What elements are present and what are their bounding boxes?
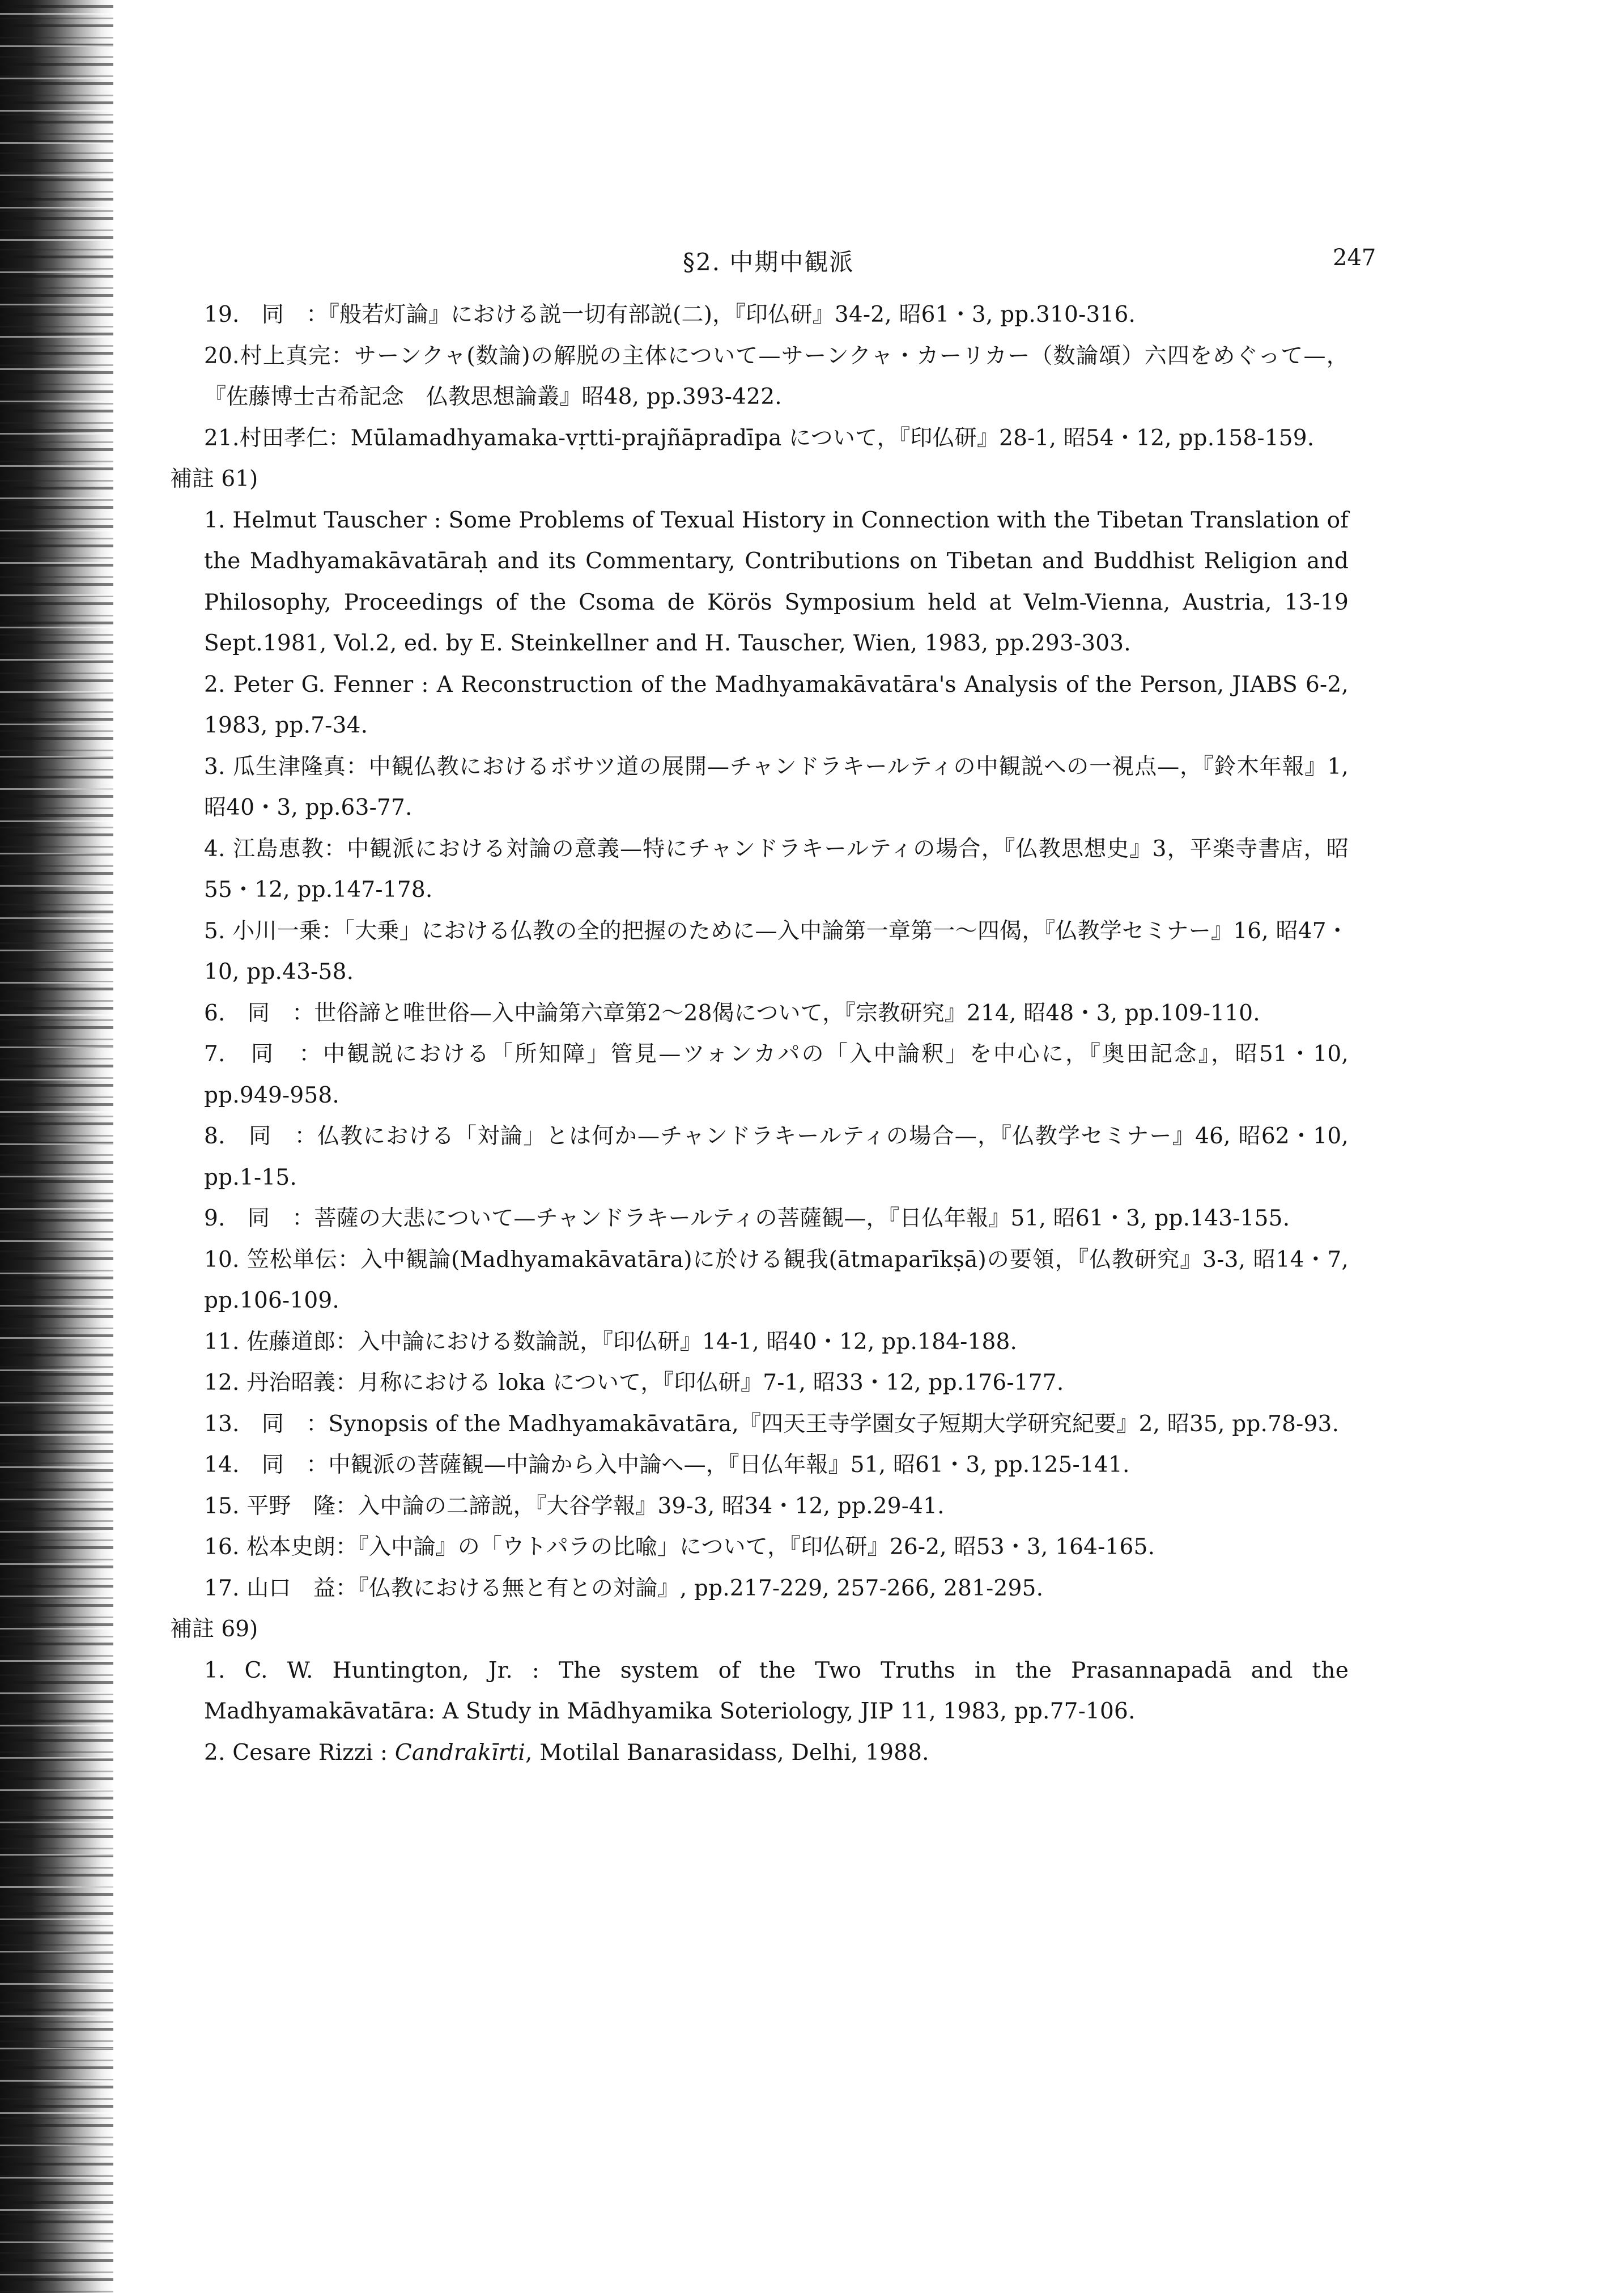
bib-entry: 20.村上真完：サーンクャ(数論)の解脱の主体について—サーンクャ・カーリカー（数論頌）六四をめぐって—，『佐藤博士古希記念 仏教思想論叢』昭48, pp.393-422. <box>204 343 1349 410</box>
bib-entry: 21.村田孝仁：Mūlamadhyamaka-vṛtti-prajñāpradīpa について，『印仏研』28-1, 昭54・12, pp.158-159. <box>204 425 1315 451</box>
book-spine-shadow <box>0 0 113 2293</box>
bib-entry-prefix: 2. Cesare Rizzi : <box>204 1739 395 1766</box>
section-heading: 補註 61) <box>170 466 258 492</box>
bib-entry-suffix: , Motilal Banarasidass, Delhi, 1988. <box>525 1739 929 1766</box>
bib-entry: 8. 同 ：仏教における「対論」とは何か—チャンドラキールティの場合—，『仏教学セミナー』46, 昭62・10, pp.1-15. <box>204 1124 1349 1190</box>
bib-entry: 9. 同 ：菩薩の大悲について—チャンドラキールティの菩薩観—，『日仏年報』51, 昭61・3, pp.143-155. <box>204 1206 1290 1231</box>
bib-entry: 1. Helmut Tauscher : Some Problems of Texual History in Connection with the Tibetan Translation of the Madhyamakāvatāraḥ and its Commentary, Contributions on Tibetan and Buddhist Religion and Philosophy, Proceedings of the Csoma de Körös Symposium held at Velm-Vienna, Austria, 13-19 Sept.1981, Vol.2, ed. by E. Steinkellner and H. Tauscher, Wien, 1983, pp.293-303. <box>204 507 1349 656</box>
bib-entry: 7. 同 ：中観説における「所知障」管見—ツォンカパの「入中論釈」を中心に，『奥田記念』，昭51・10, pp.949-958. <box>204 1041 1349 1108</box>
bib-entry <box>204 1733 1349 1774</box>
bib-entry: 3. 瓜生津隆真：中観仏教におけるボサツ道の展開—チャンドラキールティの中観説への一視点—，『鈴木年報』1, 昭40・3, pp.63-77. <box>204 754 1349 820</box>
bib-entry: 13. 同 ：Synopsis of the Madhyamakāvatāra,『四天王寺学園女子短期大学研究紀要』2, 昭35, pp.78-93. <box>204 1411 1340 1437</box>
page-number: 247 <box>1333 245 1376 271</box>
bib-entry: 4. 江島恵教：中観派における対論の意義—特にチャンドラキールティの場合，『仏教思想史』3，平楽寺書店，昭55・12, pp.147-178. <box>204 836 1349 903</box>
bib-entry: 11. 佐藤道郎：入中論における数論説，『印仏研』14-1, 昭40・12, pp.184-188. <box>204 1329 1018 1355</box>
bib-entry: 12. 丹治昭義：月称における loka について，『印仏研』7-1, 昭33・12, pp.176-177. <box>204 1370 1064 1396</box>
bib-entry: 17. 山口 益：『仏教における無と有との対論』, pp.217-229, 257-266, 281-295. <box>204 1575 1044 1601</box>
bib-entry: 1. C. W. Huntington, Jr. : The system of the Two Truths in the Prasannapadā and the Madhyamakāvatāra: A Study in Mādhyamika Soteriology, JIP 11, 1983, pp.77-106. <box>204 1657 1349 1724</box>
bib-entry: 15. 平野 隆：入中論の二諦説，『大谷学報』39-3, 昭34・12, pp.29-41. <box>204 1493 945 1519</box>
bib-entry: 6. 同 ：世俗諦と唯世俗—入中論第六章第2〜28偈について，『宗教研究』214, 昭48・3, pp.109-110. <box>204 1000 1260 1026</box>
bib-entry: 16. 松本史朗：『入中論』の「ウトパラの比喩」について，『印仏研』26-2, 昭53・3, 164-165. <box>204 1534 1155 1560</box>
bibliography <box>170 295 1349 1773</box>
bib-entry: 10. 笠松単伝：入中観論(Madhyamakāvatāra)に於ける観我(ātmaparīkṣā)の要領，『仏教研究』3-3, 昭14・7, pp.106-109. <box>204 1247 1349 1313</box>
bib-entry: 2. Peter G. Fenner : A Reconstruction of the Madhyamakāvatāra's Analysis of the Person, JIABS 6-2, 1983, pp.7-34. <box>204 671 1349 738</box>
bib-entry: 19. 同 ：『般若灯論』における説一切有部説(二)，『印仏研』34-2, 昭61・3, pp.310-316. <box>204 302 1136 327</box>
section-heading: 補註 69) <box>170 1616 258 1642</box>
bib-entry: 14. 同 ：中観派の菩薩観—中論から入中論へ—，『日仏年報』51, 昭61・3, pp.125-141. <box>204 1452 1130 1478</box>
book-title: Candrakīrti <box>394 1739 526 1766</box>
bib-entry: 5. 小川一乗：「大乗」における仏教の全的把握のために—入中論第一章第一〜四偈，『仏教学セミナー』16, 昭47・10, pp.43-58. <box>204 918 1349 985</box>
running-header: §2. 中期中観派 <box>683 248 854 276</box>
